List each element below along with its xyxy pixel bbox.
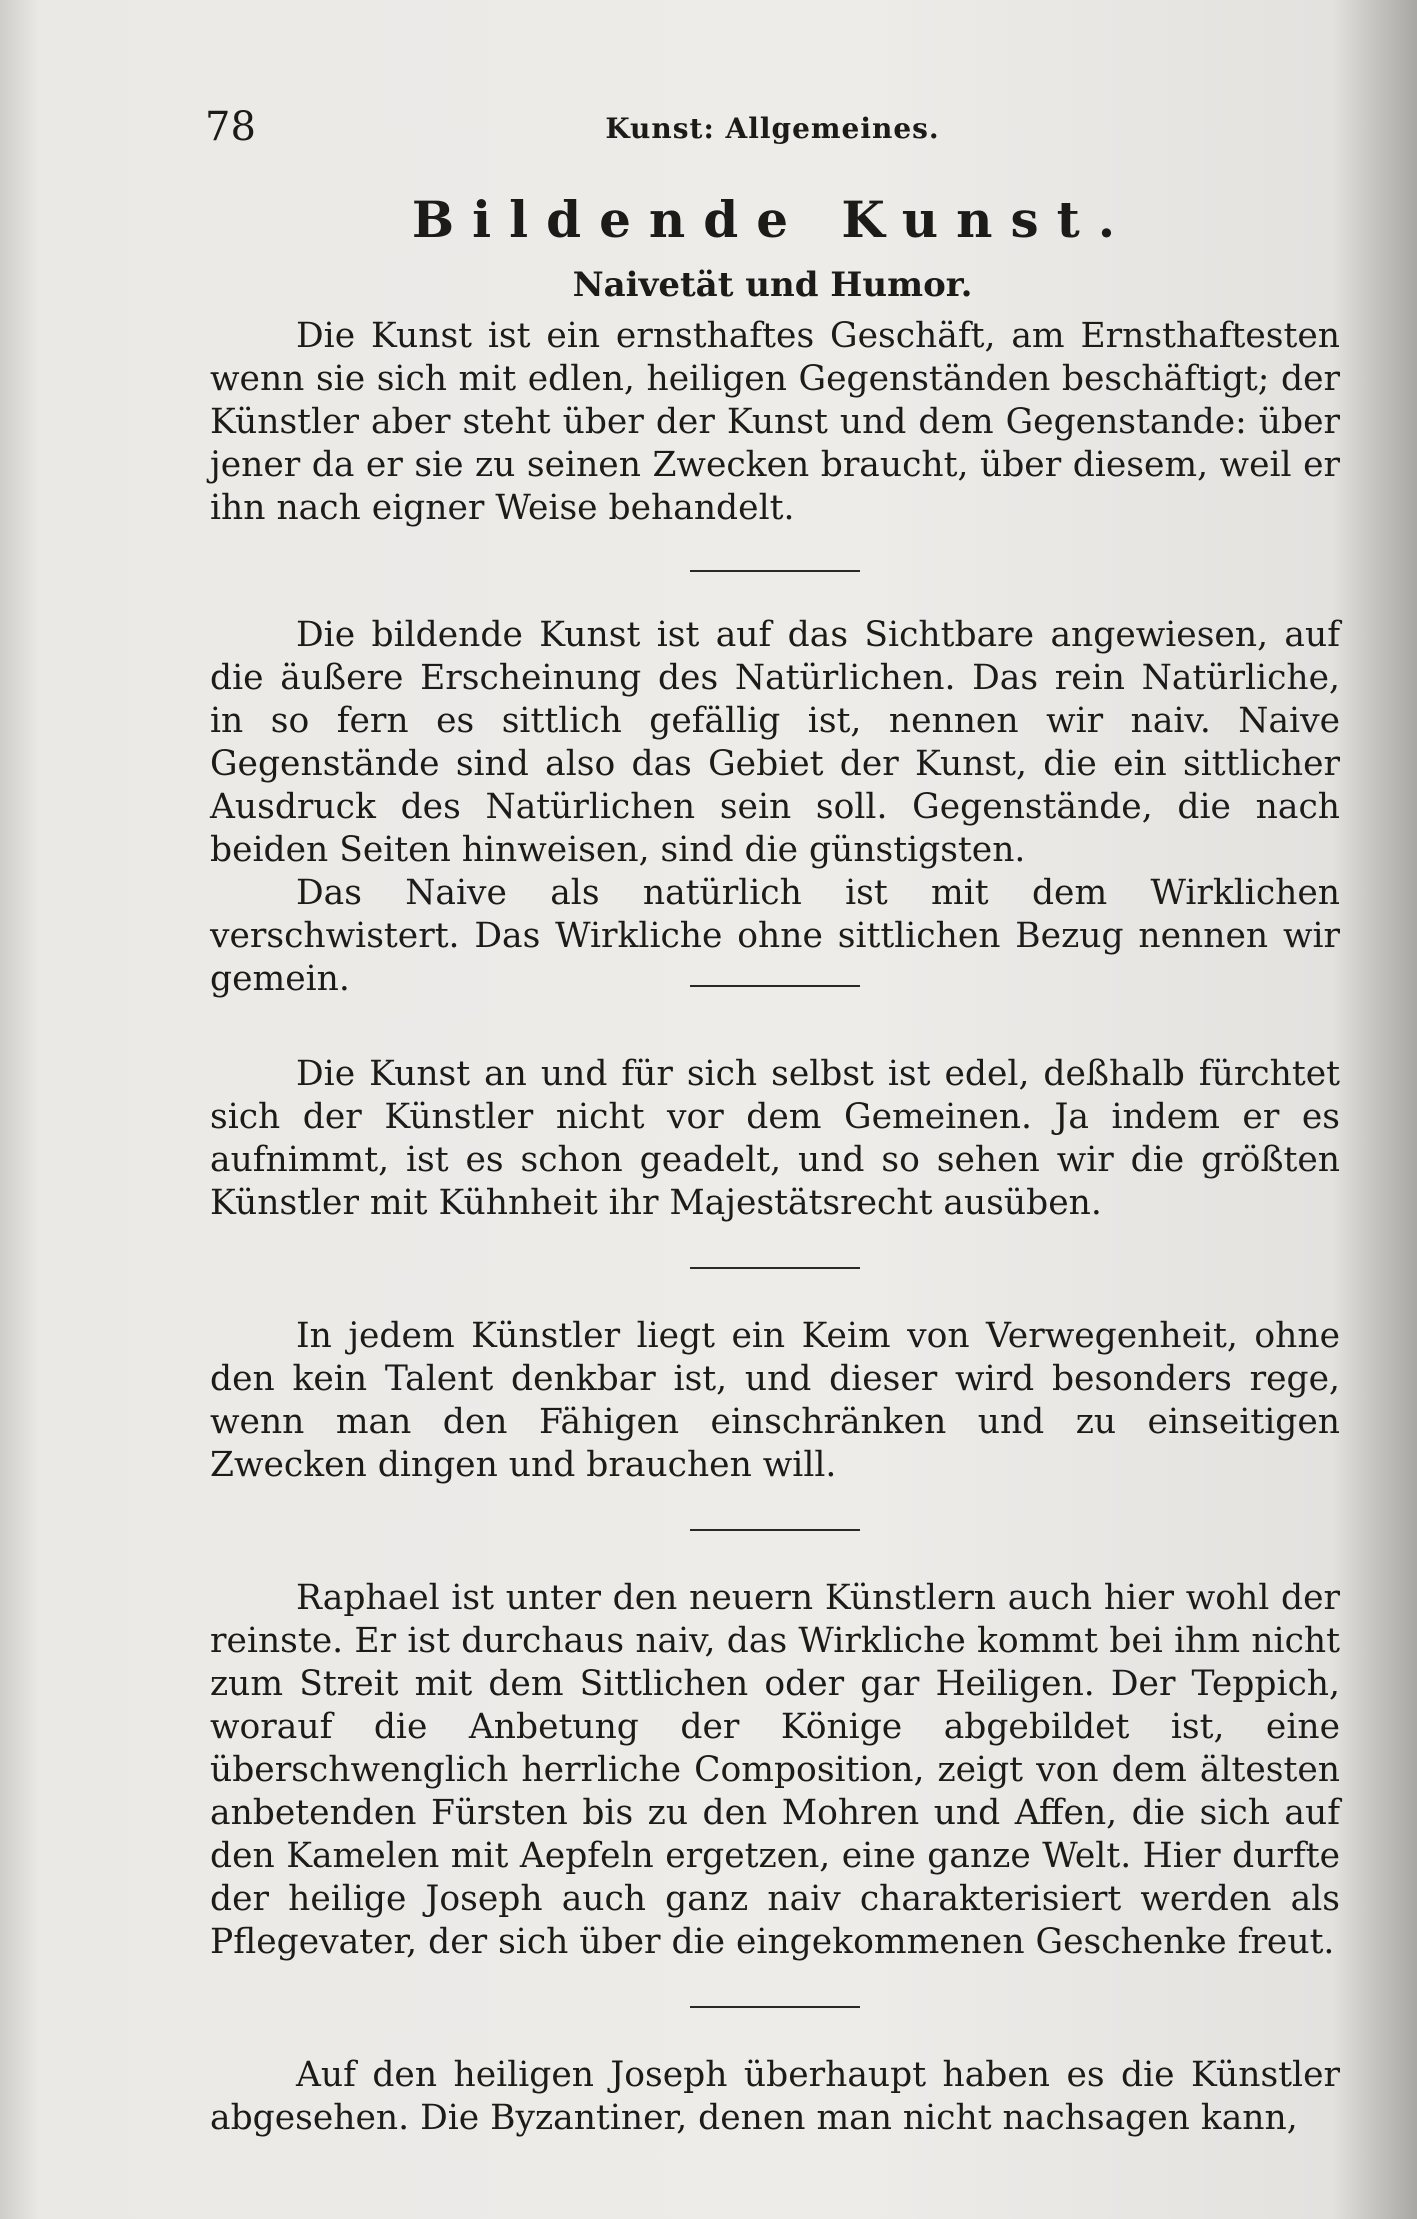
paragraph: Das Naive als natürlich ist mit dem Wirklichen verschwistert. Das Wirkliche ohne sittlichen Bezug nennen wir gemein. (210, 873, 1340, 999)
page-header (205, 104, 1340, 164)
paragraph: Die Kunst ist ein ernsthaftes Geschäft, am Ernsthaftesten wenn sie sich mit edlen, heiligen Gegenständen beschäftigt; der Künstler aber steht über der Kunst und dem Gegenstande: über jener da er sie zu seinen Zwecken braucht, über diesem, weil er ihn nach eigner Weise behandelt. (210, 316, 1340, 528)
running-head: Kunst: Allgemeines. (605, 112, 940, 145)
section-title: Bildende Kunst. (411, 190, 1134, 249)
paragraph: Auf den heiligen Joseph überhaupt haben es die Künstler abgesehen. Die Byzantiner, denen man nicht nachsagen kann, (210, 2055, 1340, 2138)
page-number: 78 (205, 104, 256, 150)
section-divider (690, 2006, 860, 2008)
paragraph: In jedem Künstler liegt ein Keim von Verwegenheit, ohne den kein Talent denkbar ist, und dieser wird besonders rege, wenn man den Fähigen einschränken und zu einseitigen Zwecken dingen und brauchen will. (210, 1316, 1340, 1485)
subtitle: Naivetät und Humor. (572, 265, 973, 305)
body-text (210, 315, 1340, 2140)
paragraph: Die Kunst an und für sich selbst ist edel, deßhalb fürchtet sich der Künstler nicht vor dem Gemeinen. Ja indem er es aufnimmt, ist es schon geadelt, und so sehen wir die größten Künstler mit Kühnheit ihr Majestätsrecht ausüben. (210, 1054, 1340, 1223)
paragraph: Die bildende Kunst ist auf das Sichtbare angewiesen, auf die äußere Erscheinung des Natürlichen. Das rein Natürliche, in so fern es sittlich gefällig ist, nennen wir naiv. Naive Gegenstände sind also das Gebiet der Kunst, die ein sittlicher Ausdruck des Natürlichen sein soll. Gegenstände, die nach beiden Seiten hinweisen, sind die günstigsten. (210, 615, 1340, 870)
section-divider (690, 1529, 860, 1531)
section-divider (690, 570, 860, 572)
section-divider (690, 985, 860, 987)
paragraph: Raphael ist unter den neuern Künstlern auch hier wohl der reinste. Er ist durchaus naiv, das Wirkliche kommt bei ihm nicht zum Streit mit dem Sittlichen oder gar Heiligen. Der Teppich, worauf die Anbetung der Könige abgebildet ist, eine überschwenglich herrliche Composition, zeigt von dem ältesten anbetenden Fürsten bis zu den Mohren und Affen, die sich auf den Kamelen mit Aepfeln ergetzen, eine ganze Welt. Hier durfte der heilige Joseph auch ganz naiv charakterisiert werden als Pflegevater, der sich über die eingekommenen Geschenke freut. (210, 1578, 1340, 1962)
section-divider (690, 1267, 860, 1269)
